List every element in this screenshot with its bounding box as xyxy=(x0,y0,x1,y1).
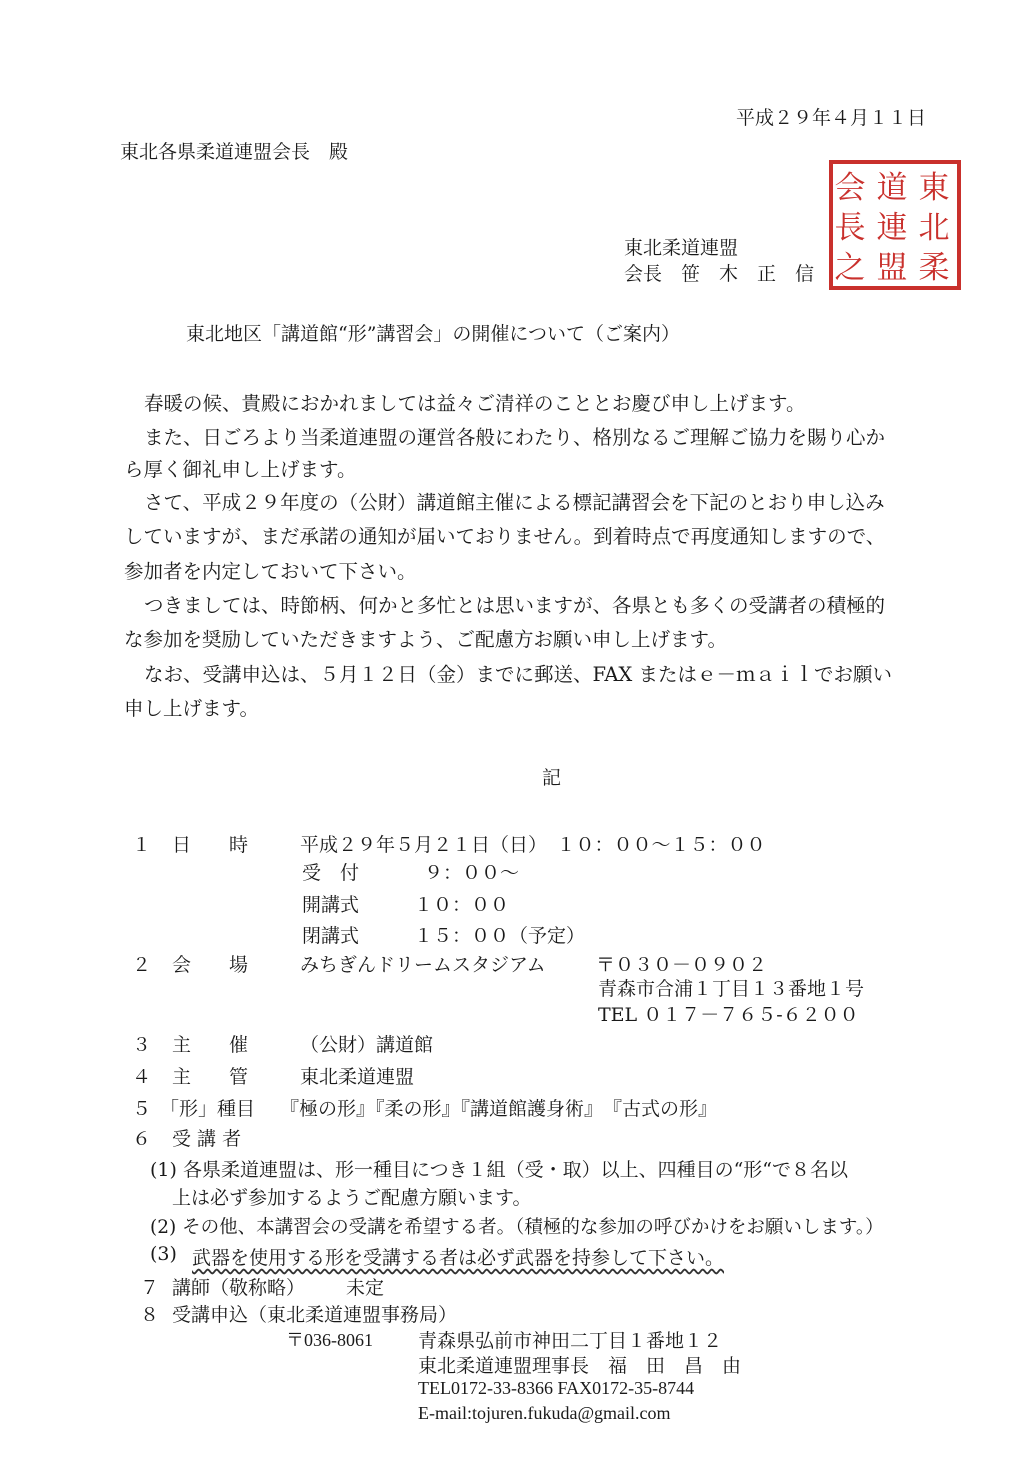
item-1-label: 日 時 xyxy=(172,834,249,856)
paragraph-2-line-2: ら厚く御礼申し上げます。 xyxy=(124,458,357,481)
item-6-sub-2: (2) その他、本講習会の受講を希望する者。（積極的な参加の呼びかけをお願いします。） xyxy=(150,1217,884,1238)
paragraph-3-line-3: 参加者を内定しておいて下さい。 xyxy=(124,560,417,583)
item-3-label: 主 催 xyxy=(172,1034,249,1056)
paragraph-4-line-2: な参加を奨励していただきますよう、ご配慮方お願い申し上げます。 xyxy=(124,628,727,651)
item-5-value: 『極の形』『柔の形』『講道館護身術』 『古式の形』 xyxy=(280,1098,718,1120)
item-1-closing-label: 閉講式 xyxy=(302,925,360,947)
item-4-label: 主 管 xyxy=(172,1066,249,1088)
item-8-postal: 〒036-8061 xyxy=(286,1330,373,1350)
paragraph-3-line-2: していますが、まだ承諾の通知が届いておりません。到着時点で再度通知しますので、 xyxy=(124,525,886,548)
item-1-closing-value: １５：００（予定） xyxy=(414,925,586,947)
item-6-sub-1-line-2: 上は必ず参加するようご配慮方願います。 xyxy=(172,1187,532,1209)
item-8-label: 受講申込（東北柔道連盟事務局） xyxy=(172,1304,458,1326)
item-3-number: ３ xyxy=(132,1034,152,1056)
item-6-sub-3-number: (3) xyxy=(150,1243,177,1265)
official-seal xyxy=(829,160,961,290)
seal-column-2: 道連盟 xyxy=(876,170,908,286)
paragraph-1: 春暖の候、貴殿におかれましては益々ご清祥のこととお慶び申し上げます。 xyxy=(144,392,806,415)
item-3-value: （公財）講道館 xyxy=(300,1034,434,1056)
item-2-address: 青森市合浦１丁目１３番地１号 xyxy=(598,978,865,1000)
paragraph-4-line-1: つきましては、時節柄、何かと多忙とは思いますが、各県とも多くの受講者の積極的 xyxy=(144,594,886,617)
paragraph-5-line-1: なお、受講申込は、５月１２日（金）までに郵送、FAX またはｅ－ｍａｉｌでお願い xyxy=(144,663,892,686)
item-8-email: E-mail:tojuren.fukuda@gmail.com xyxy=(418,1403,671,1423)
item-1-number: １ xyxy=(132,834,152,856)
item-2-venue: みちぎんドリームスタジアム xyxy=(300,954,546,976)
document-date: 平成２９年４月１１日 xyxy=(736,107,927,129)
item-6-label: 受 講 者 xyxy=(172,1128,242,1150)
item-8-tel-fax: TEL0172-33-8366 FAX0172-35-8744 xyxy=(418,1378,695,1398)
item-6-sub-3-text: 武器を使用する形を受講する者は必ず武器を持参して下さい。 xyxy=(192,1247,725,1269)
item-2-postal: 〒０３０－０９０２ xyxy=(596,954,768,976)
item-8-number: ８ xyxy=(140,1304,160,1326)
document-title: 東北地区「講道館“形”講習会」の開催について（ご案内） xyxy=(186,323,681,345)
item-7-value: 未定 xyxy=(346,1277,385,1299)
item-7-label: 講師（敬称略） xyxy=(172,1277,306,1299)
item-5-number: ５ xyxy=(132,1098,152,1120)
item-1-opening-label: 開講式 xyxy=(302,894,360,916)
paragraph-2-line-1: また、日ごろより当柔道連盟の運営各般にわたり、格別なるご理解ご協力を賜り心か xyxy=(144,426,886,449)
item-7-number: ７ xyxy=(140,1277,160,1299)
seal-column-3: 会長之 xyxy=(834,170,866,286)
seal-column-1: 東北柔 xyxy=(918,170,950,286)
paragraph-5-line-2: 申し上げます。 xyxy=(124,697,259,720)
item-1-reception-label: 受 付 xyxy=(302,862,360,884)
item-8-address: 青森県弘前市神田二丁目１番地１２ xyxy=(418,1330,723,1352)
item-1-opening-value: １０：００ xyxy=(414,894,510,916)
ki-heading: 記 xyxy=(542,767,562,789)
item-1-reception-value: ９：００～ xyxy=(424,862,520,884)
item-6-number: ６ xyxy=(132,1128,152,1150)
sender-name: 会長 笹 木 正 信 xyxy=(624,263,815,285)
item-2-tel: TEL ０１７－７６５-６２００ xyxy=(598,1004,859,1026)
item-6-sub-1-line-1: (1) 各県柔道連盟は、形一種目につき１組（受・取）以上、四種目の“形“で８名以 xyxy=(150,1159,849,1181)
item-2-number: ２ xyxy=(132,954,152,976)
item-2-label: 会 場 xyxy=(172,954,249,976)
item-5-label: 「形」種目 xyxy=(160,1098,256,1120)
item-8-contact: 東北柔道連盟理事長 福 田 昌 由 xyxy=(418,1355,742,1377)
paragraph-3-line-1: さて、平成２９年度の（公財）講道館主催による標記講習会を下記のとおり申し込み xyxy=(144,491,885,514)
item-4-number: ４ xyxy=(132,1066,152,1088)
item-1-datetime: 平成２９年５月２１日（日） １０：００～１５：００ xyxy=(300,834,766,856)
item-4-value: 東北柔道連盟 xyxy=(300,1066,415,1088)
addressee: 東北各県柔道連盟会長 殿 xyxy=(120,141,349,163)
sender-organization: 東北柔道連盟 xyxy=(624,237,739,259)
